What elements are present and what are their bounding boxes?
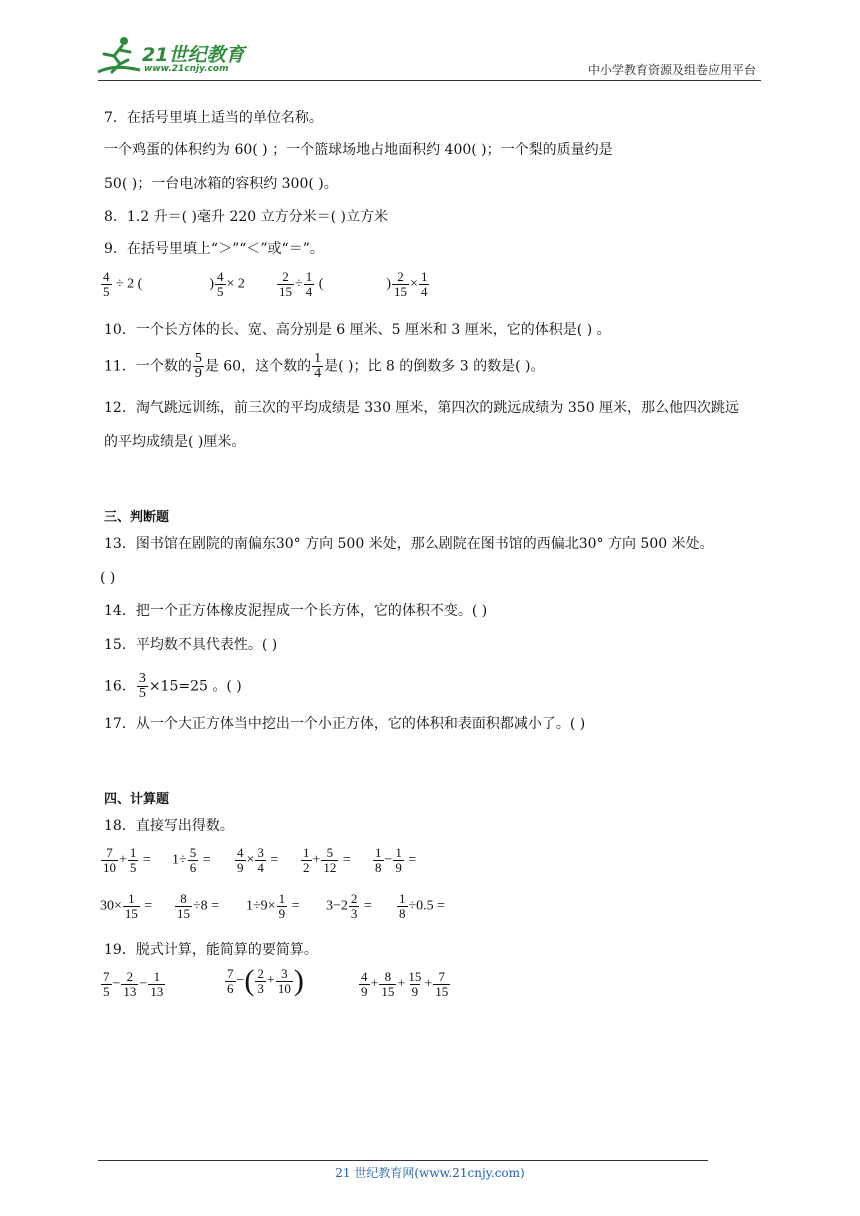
operator: + xyxy=(119,852,127,868)
fraction: $\frac{1}{9}$ xyxy=(395,845,402,875)
fraction: $\frac{1}{4}$ xyxy=(420,269,428,299)
q13-line2: ( ) xyxy=(100,570,116,586)
q16-text xyxy=(104,672,242,701)
fraction: $\frac{7}{5}$ xyxy=(103,969,110,999)
q18-item xyxy=(326,892,372,921)
operator: × 2 xyxy=(226,276,245,292)
q19-expr-1 xyxy=(100,970,166,999)
fraction: $\frac{15}{9}$ xyxy=(408,969,422,999)
left-paren-icon: ( xyxy=(244,964,255,997)
q19-title: 19．脱式计算，能简算的要简算。 xyxy=(104,942,318,958)
q11-part: 是( )；比 8 的倒数多 3 的数是( )。 xyxy=(324,358,545,375)
paren-open: ( xyxy=(318,276,324,292)
q18-item xyxy=(300,846,351,875)
equals: = xyxy=(342,852,351,868)
fraction: $\frac{2}{15}$ xyxy=(279,269,292,299)
q19-expr-3 xyxy=(358,970,451,999)
fraction: $\frac{5}{6}$ xyxy=(189,845,197,875)
fraction: $\frac{2}{13}$ xyxy=(123,969,137,999)
operator: + xyxy=(424,976,433,992)
logo-url-text: www.21cnjy.com xyxy=(144,64,229,74)
fraction: $\frac{7}{10}$ xyxy=(103,845,116,875)
footer-divider xyxy=(98,1160,708,1161)
fraction: $\frac{1}{2}$ xyxy=(303,845,310,875)
fraction: $\frac{8}{15}$ xyxy=(381,969,395,999)
operator: ÷ 2 ( xyxy=(116,276,143,292)
q9-expr-1 xyxy=(100,270,245,299)
fraction: $\frac{5}{9}$ xyxy=(194,351,202,381)
fraction: $\frac{1}{8}$ xyxy=(375,845,382,875)
fraction: $\frac{2}{3}$ xyxy=(350,891,358,921)
right-paren-icon: ) xyxy=(293,964,304,997)
q19-expr-2 xyxy=(224,966,304,996)
q18-item xyxy=(100,846,151,875)
q9-title: 9．在括号里填上“＞”“＜”或“＝”。 xyxy=(104,241,324,257)
equals: = xyxy=(363,898,372,914)
operand: 3−2 xyxy=(326,898,348,914)
paren-close: ) xyxy=(209,276,215,292)
section-4-title: 四、计算题 xyxy=(104,792,170,807)
operator: ÷8 = xyxy=(193,898,220,914)
equals: = xyxy=(142,852,151,868)
q7-line2: 50( )；一台电冰箱的容积约 300( )。 xyxy=(104,176,338,192)
q18-item xyxy=(396,892,445,921)
fraction: $\frac{4}{5}$ xyxy=(217,269,224,299)
q11-part: 是 60，这个数的 xyxy=(204,358,312,375)
fraction: $\frac{1}{8}$ xyxy=(399,891,406,921)
q18-item xyxy=(100,892,152,921)
q11-text xyxy=(104,352,544,381)
fraction: $\frac{7}{6}$ xyxy=(227,965,234,996)
q14-text: 14．把一个正方体橡皮泥捏成一个长方体，它的体积不变。( ) xyxy=(104,603,488,619)
operator: ÷ xyxy=(295,276,303,292)
q18-title: 18．直接写出得数。 xyxy=(104,818,234,834)
site-logo xyxy=(94,34,264,78)
q18-item xyxy=(246,892,300,921)
fraction: $\frac{1}{13}$ xyxy=(150,969,164,999)
operator: ÷0.5 = xyxy=(408,898,446,914)
operator: + xyxy=(266,973,275,989)
q11-part: 11．一个数的 xyxy=(104,358,192,375)
q18-item xyxy=(172,846,211,875)
section-3-title: 三、判断题 xyxy=(104,510,170,525)
equals: = xyxy=(270,852,279,868)
operator: − xyxy=(236,973,245,989)
operator: − xyxy=(112,976,121,992)
fraction: $\frac{4}{9}$ xyxy=(237,845,244,875)
fraction: $\frac{2}{15}$ xyxy=(394,269,408,299)
fraction: $\frac{4}{9}$ xyxy=(361,969,368,999)
q13-line1: 13．图书馆在剧院的南偏东30° 方向 500 米处，那么剧院在图书馆的西偏北30° 方向 500 米处。 xyxy=(104,536,714,552)
equals: = xyxy=(144,898,153,914)
operator: − xyxy=(139,976,148,992)
operator: + xyxy=(397,976,406,992)
fraction: $\frac{3}{5}$ xyxy=(138,671,146,701)
q7-title: 7．在括号里填上适当的单位名称。 xyxy=(104,110,323,126)
operator: + xyxy=(370,976,379,992)
operand: 1÷9× xyxy=(246,898,276,914)
q16-number: 16． xyxy=(104,678,136,695)
equals: = xyxy=(408,852,417,868)
logo-text: 21世纪教育 xyxy=(142,44,245,66)
q8-text: 8．1.2 升＝( )毫升 220 立方分米＝( )立方米 xyxy=(104,209,388,225)
q17-text: 17．从一个大正方体当中挖出一个小正方体，它的体积和表面积都减小了。( ) xyxy=(104,716,586,732)
q18-item xyxy=(174,892,219,921)
q9-expr-2 xyxy=(276,270,430,299)
q12-line2: 的平均成绩是( )厘米。 xyxy=(104,434,246,450)
fraction: $\frac{3}{10}$ xyxy=(277,965,291,996)
fraction: $\frac{1}{9}$ xyxy=(278,891,286,921)
operator: + xyxy=(312,852,321,868)
fraction: $\frac{4}{5}$ xyxy=(103,269,110,299)
q18-item xyxy=(234,846,278,875)
fraction: $\frac{3}{4}$ xyxy=(257,845,264,875)
runner-logo-icon xyxy=(94,34,146,78)
fraction: $\frac{1}{15}$ xyxy=(124,891,138,921)
q18-item xyxy=(372,846,416,875)
q15-text: 15．平均数不具代表性。( ) xyxy=(104,637,278,653)
fraction: $\frac{1}{5}$ xyxy=(129,845,137,875)
paren-close: ) xyxy=(386,276,392,292)
operator: × xyxy=(410,276,418,292)
equals: = xyxy=(202,852,211,868)
fraction: $\frac{5}{12}$ xyxy=(323,845,337,875)
fraction: $\frac{1}{4}$ xyxy=(305,269,313,299)
header-divider xyxy=(98,80,761,81)
fraction: $\frac{1}{4}$ xyxy=(314,351,322,381)
footer-link[interactable]: 21 世纪教育网(www.21cnjy.com) xyxy=(335,1166,525,1180)
fraction: $\frac{2}{3}$ xyxy=(257,965,264,996)
q10-text: 10．一个长方体的长、宽、高分别是 6 厘米、5 厘米和 3 厘米，它的体积是( ) 。 xyxy=(104,322,611,338)
operator: × xyxy=(246,852,255,868)
fraction: $\frac{8}{15}$ xyxy=(177,891,190,921)
header-platform-text: 中小学教育资源及组卷应用平台 xyxy=(587,63,756,77)
fraction: $\frac{7}{15}$ xyxy=(435,969,449,999)
operand: 30× xyxy=(100,898,122,914)
q16-part: ×15=25 。( ) xyxy=(148,678,242,695)
equals: = xyxy=(291,898,300,914)
operator: − xyxy=(384,852,393,868)
q7-line1: 一个鸡蛋的体积约为 60( ) ；一个篮球场地占地面积约 400( )；一个梨的质量约是 xyxy=(104,142,613,158)
q12-line1: 12．淘气跳远训练，前三次的平均成绩是 330 厘米，第四次的跳远成绩为 350 厘米，那么他四次跳远 xyxy=(104,400,740,416)
operand: 1÷ xyxy=(172,852,187,868)
